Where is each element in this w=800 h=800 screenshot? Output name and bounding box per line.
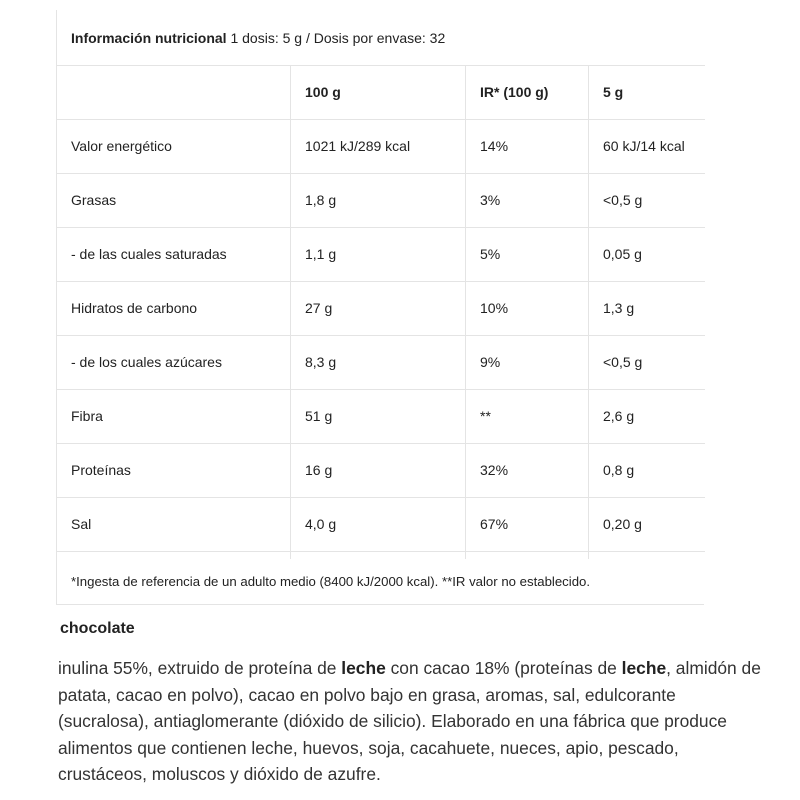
table-row bbox=[57, 498, 705, 552]
value-per-100g: 16 g bbox=[305, 462, 333, 478]
value-per-dose: 60 kJ/14 kcal bbox=[603, 138, 685, 154]
value-per-100g: 1,1 g bbox=[305, 246, 337, 262]
table-row bbox=[57, 282, 705, 336]
table-row bbox=[57, 120, 705, 174]
ingredients-part: con cacao 18% (proteínas de bbox=[385, 658, 622, 678]
nutrient-name: - de las cuales saturadas bbox=[71, 246, 227, 262]
value-per-dose: <0,5 g bbox=[603, 192, 643, 208]
nutrient-name: Valor energético bbox=[71, 138, 172, 154]
header-cell-reference-intake: IR* (100 g) bbox=[480, 84, 549, 100]
table-row bbox=[57, 390, 705, 444]
value-reference-intake: ** bbox=[480, 408, 491, 424]
value-per-100g: 1021 kJ/289 kcal bbox=[305, 138, 411, 154]
table-footnote: *Ingesta de referencia de un adulto medio (8400 kJ/2000 kcal). **IR valor no establecido. bbox=[71, 574, 591, 589]
value-reference-intake: 32% bbox=[480, 462, 509, 478]
nutrient-name: Hidratos de carbono bbox=[71, 300, 198, 316]
table-title-bold: Información nutricional bbox=[71, 30, 227, 46]
allergen-highlight: leche bbox=[621, 658, 667, 678]
value-per-dose: 0,05 g bbox=[603, 246, 642, 262]
value-per-100g: 1,8 g bbox=[305, 192, 337, 208]
value-per-dose: 1,3 g bbox=[603, 300, 635, 316]
value-per-dose: 0,20 g bbox=[603, 516, 642, 532]
nutrient-name: Grasas bbox=[71, 192, 117, 208]
value-reference-intake: 10% bbox=[480, 300, 509, 316]
table-row bbox=[57, 444, 705, 498]
value-per-100g: 27 g bbox=[305, 300, 333, 316]
value-per-dose: <0,5 g bbox=[603, 354, 643, 370]
ingredients-part: inulina 55%, extruido de proteína de bbox=[58, 658, 342, 678]
table-row bbox=[57, 174, 705, 228]
value-per-dose: 2,6 g bbox=[603, 408, 635, 424]
value-per-dose: 0,8 g bbox=[603, 462, 635, 478]
nutrition-table bbox=[56, 10, 704, 605]
value-per-100g: 8,3 g bbox=[305, 354, 337, 370]
value-reference-intake: 3% bbox=[480, 192, 501, 208]
value-reference-intake: 14% bbox=[480, 138, 509, 154]
value-per-100g: 51 g bbox=[305, 408, 333, 424]
table-title bbox=[57, 10, 705, 66]
nutrient-name: Proteínas bbox=[71, 462, 131, 478]
table-row bbox=[57, 228, 705, 282]
table-title-serving: 1 dosis: 5 g / Dosis por envase: 32 bbox=[226, 30, 446, 46]
flavor-title: chocolate bbox=[60, 620, 135, 637]
nutrient-name: Fibra bbox=[71, 408, 103, 424]
table-row bbox=[57, 336, 705, 390]
value-per-100g: 4,0 g bbox=[305, 516, 337, 532]
value-reference-intake: 9% bbox=[480, 354, 501, 370]
header-cell-per-100g: 100 g bbox=[305, 84, 341, 100]
header-cell-per-dose: 5 g bbox=[603, 84, 624, 100]
nutrient-name: - de los cuales azúcares bbox=[71, 354, 222, 370]
allergen-highlight: leche bbox=[341, 658, 386, 678]
value-reference-intake: 67% bbox=[480, 516, 509, 532]
ingredients-part: , almidón de patata, cacao en polvo), cacao en polvo bajo en grasa, aromas, sal, edulcorante (sucralosa), antiaglomerante (dióxido de silicio). Elaborado en una fábrica que produce alimentos que contienen leche, huevos, soja, cacahuete, nueces, apio, pescado, crustáceos, moluscos y dióxido de azufre. bbox=[58, 658, 761, 784]
value-reference-intake: 5% bbox=[480, 246, 501, 262]
table-header-row bbox=[57, 66, 705, 120]
ingredients-text bbox=[58, 655, 768, 788]
nutrient-name: Sal bbox=[71, 516, 92, 532]
